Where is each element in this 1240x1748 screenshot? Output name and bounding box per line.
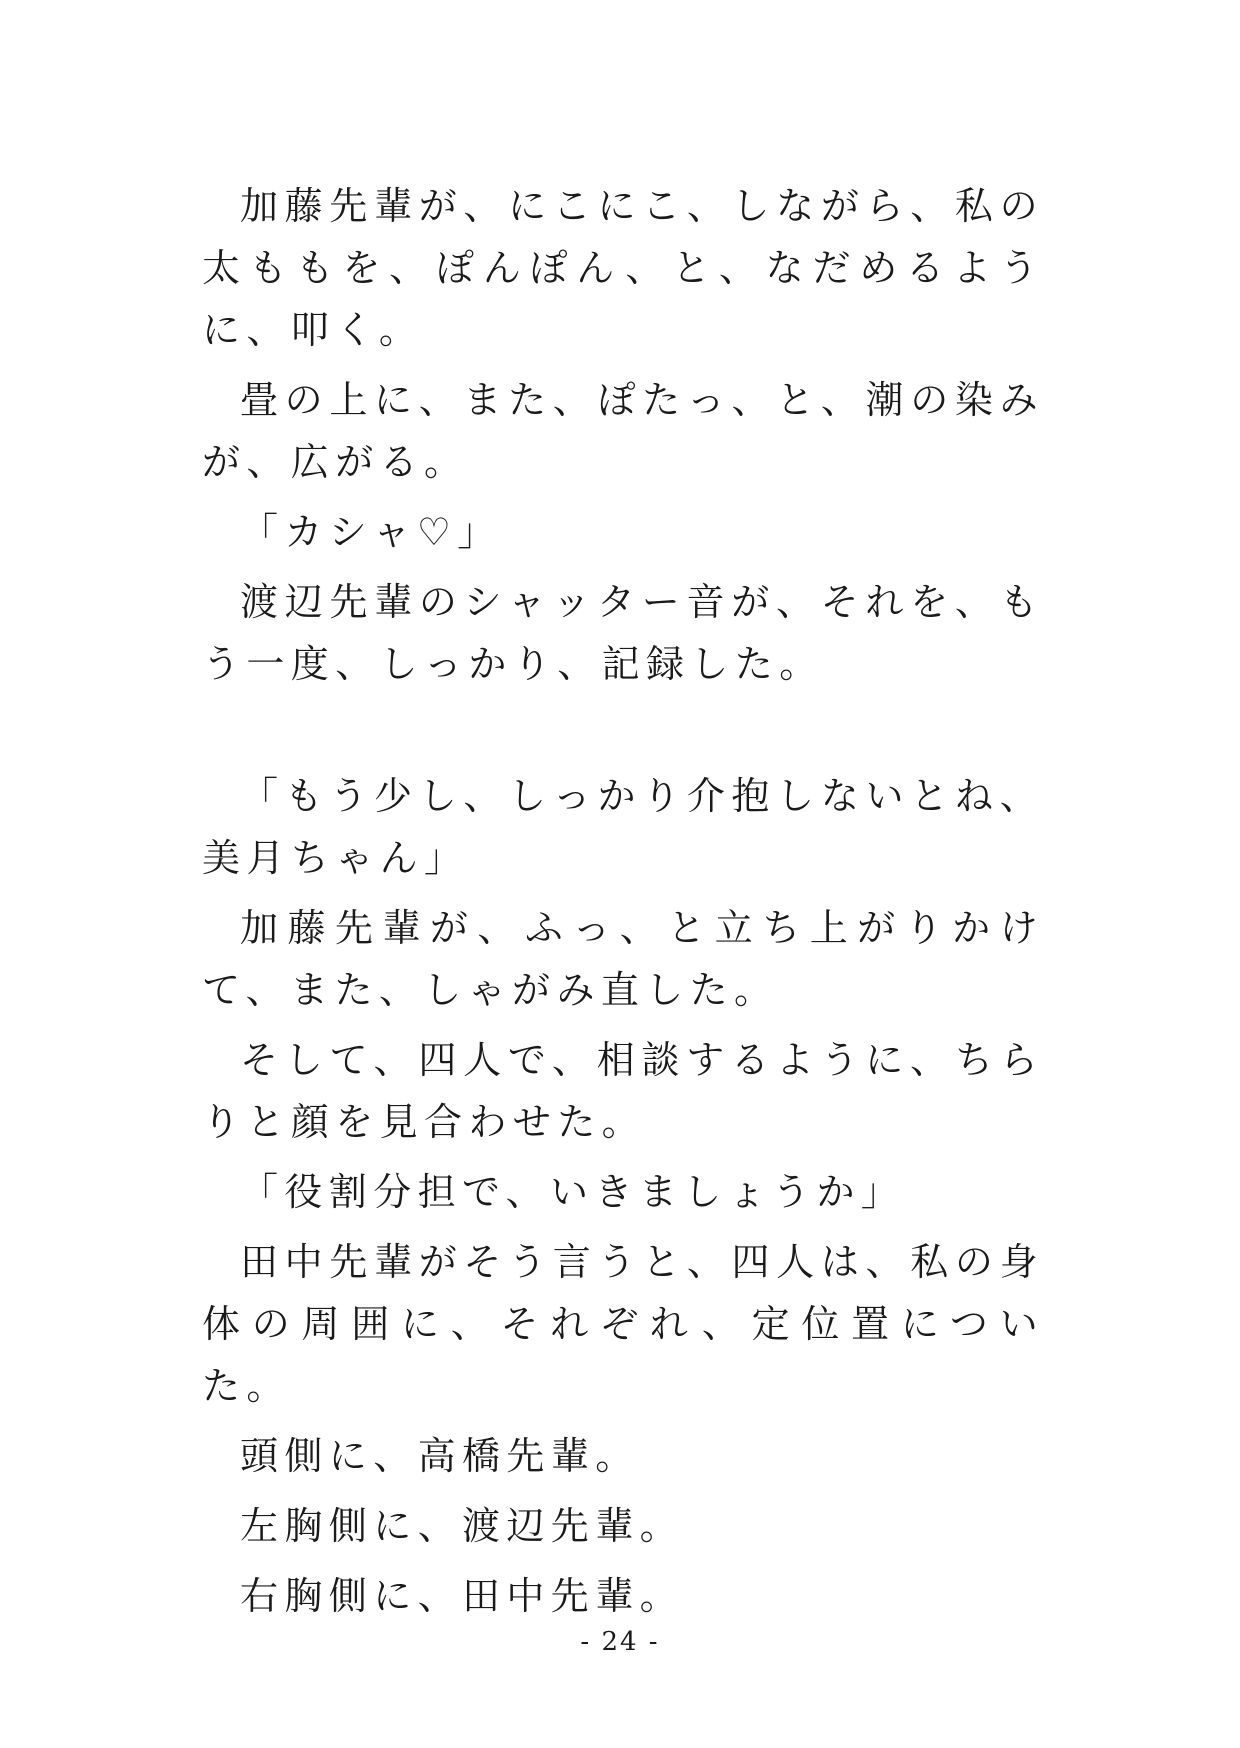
paragraph: 左胸側に、渡辺先輩。	[240, 1504, 685, 1548]
paragraph: 加藤先輩が、にこにこ、しながら、私の太ももを、ぽんぽん、と、なだめるように、叩く。	[202, 184, 1044, 352]
dialogue-line: 「もう少し、しっかり介抱しないとね、美月ちゃん」	[202, 774, 1044, 880]
dialogue-line: 「役割分担で、いきましょうか」	[240, 1170, 906, 1214]
paragraph: そして、四人で、相談するように、ちらりと顔を見合わせた。	[202, 1038, 1044, 1144]
paragraph: 田中先輩がそう言うと、四人は、私の身体の周囲に、それぞれ、定位置についた。	[202, 1240, 1044, 1408]
paragraph: 加藤先輩が、ふっ、と立ち上がりかけて、また、しゃがみ直した。	[202, 906, 1044, 1012]
paragraph: 渡辺先輩のシャッター音が、それを、もう一度、しっかり、記録した。	[202, 580, 1044, 686]
page-number: - 24 -	[580, 1627, 660, 1657]
body-text	[202, 175, 1044, 1635]
paragraph: 右胸側に、田中先輩。	[240, 1574, 685, 1618]
paragraph: 頭側に、高橋先輩。	[240, 1434, 640, 1478]
scene-break	[202, 703, 1044, 765]
paragraph: 畳の上に、また、ぽたっ、と、潮の染みが、広がる。	[202, 378, 1044, 484]
dialogue-line: 「カシャ♡」	[240, 510, 502, 554]
